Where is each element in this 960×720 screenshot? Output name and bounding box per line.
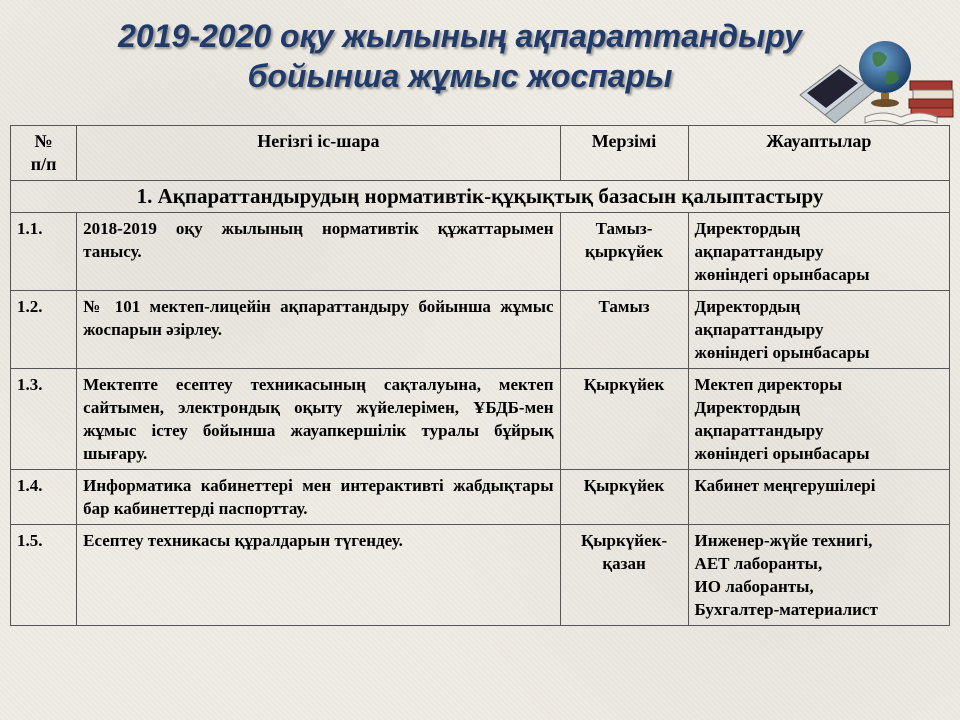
row-term: Қыркүйек- қазан	[560, 525, 688, 626]
table-row	[11, 369, 950, 470]
row-responsible: Инженер-жүйе технигі, АЕТ лаборанты, ИО лаборанты, Бухгалтер-материалист	[688, 525, 949, 626]
table-row	[11, 213, 950, 291]
row-activity: № 101 мектеп-лицейін ақпараттандыру бойынша жұмыс жоспарын әзірлеу.	[77, 291, 560, 369]
page-title-line1: 2019-2020 оқу жылының ақпараттандыру	[118, 18, 802, 54]
globe-laptop-books-icon	[795, 35, 955, 125]
row-num: 1.5.	[11, 525, 77, 626]
row-responsible: Мектеп директоры Директордың ақпараттандыру жөніндегі орынбасары	[688, 369, 949, 470]
row-num: 1.2.	[11, 291, 77, 369]
row-activity: Есептеу техникасы құралдарын түгендеу.	[77, 525, 560, 626]
row-activity: Мектепте есептеу техникасының сақталуына, мектеп сайтымен, электрондық оқыту жүйелерімен, ҰБДБ-мен жұмыс істеу бойынша жауапкершілік туралы бұйрық шығару.	[77, 369, 560, 470]
header-term: Мерзімі	[560, 126, 688, 181]
table-row	[11, 525, 950, 626]
table-row	[11, 291, 950, 369]
row-responsible: Кабинет меңгерушілері	[688, 470, 949, 525]
row-activity: 2018-2019 оқу жылының нормативтік құжаттарымен танысу.	[77, 213, 560, 291]
work-plan-table	[10, 125, 950, 626]
table-header-row	[11, 126, 950, 181]
header-num: № п/п	[11, 126, 77, 181]
section-title: 1. Ақпараттандырудың нормативтік-құқықтық базасын қалыптастыру	[11, 181, 950, 213]
page-title-line2: бойынша жұмыс жоспары	[247, 58, 673, 94]
row-num: 1.4.	[11, 470, 77, 525]
row-term: Қыркүйек	[560, 369, 688, 470]
page-title	[40, 16, 880, 96]
row-num: 1.3.	[11, 369, 77, 470]
row-term: Тамыз- қыркүйек	[560, 213, 688, 291]
row-term: Қыркүйек	[560, 470, 688, 525]
table-row	[11, 470, 950, 525]
header-activity: Негізгі іс-шара	[77, 126, 560, 181]
header-responsible: Жауаптылар	[688, 126, 949, 181]
row-term: Тамыз	[560, 291, 688, 369]
row-activity: Информатика кабинеттері мен интерактивті жабдықтары бар кабинеттерді паспорттау.	[77, 470, 560, 525]
row-responsible: Директордың ақпараттандыру жөніндегі орынбасары	[688, 291, 949, 369]
row-num: 1.1.	[11, 213, 77, 291]
row-responsible: Директордың ақпараттандыру жөніндегі орынбасары	[688, 213, 949, 291]
section-row	[11, 181, 950, 213]
